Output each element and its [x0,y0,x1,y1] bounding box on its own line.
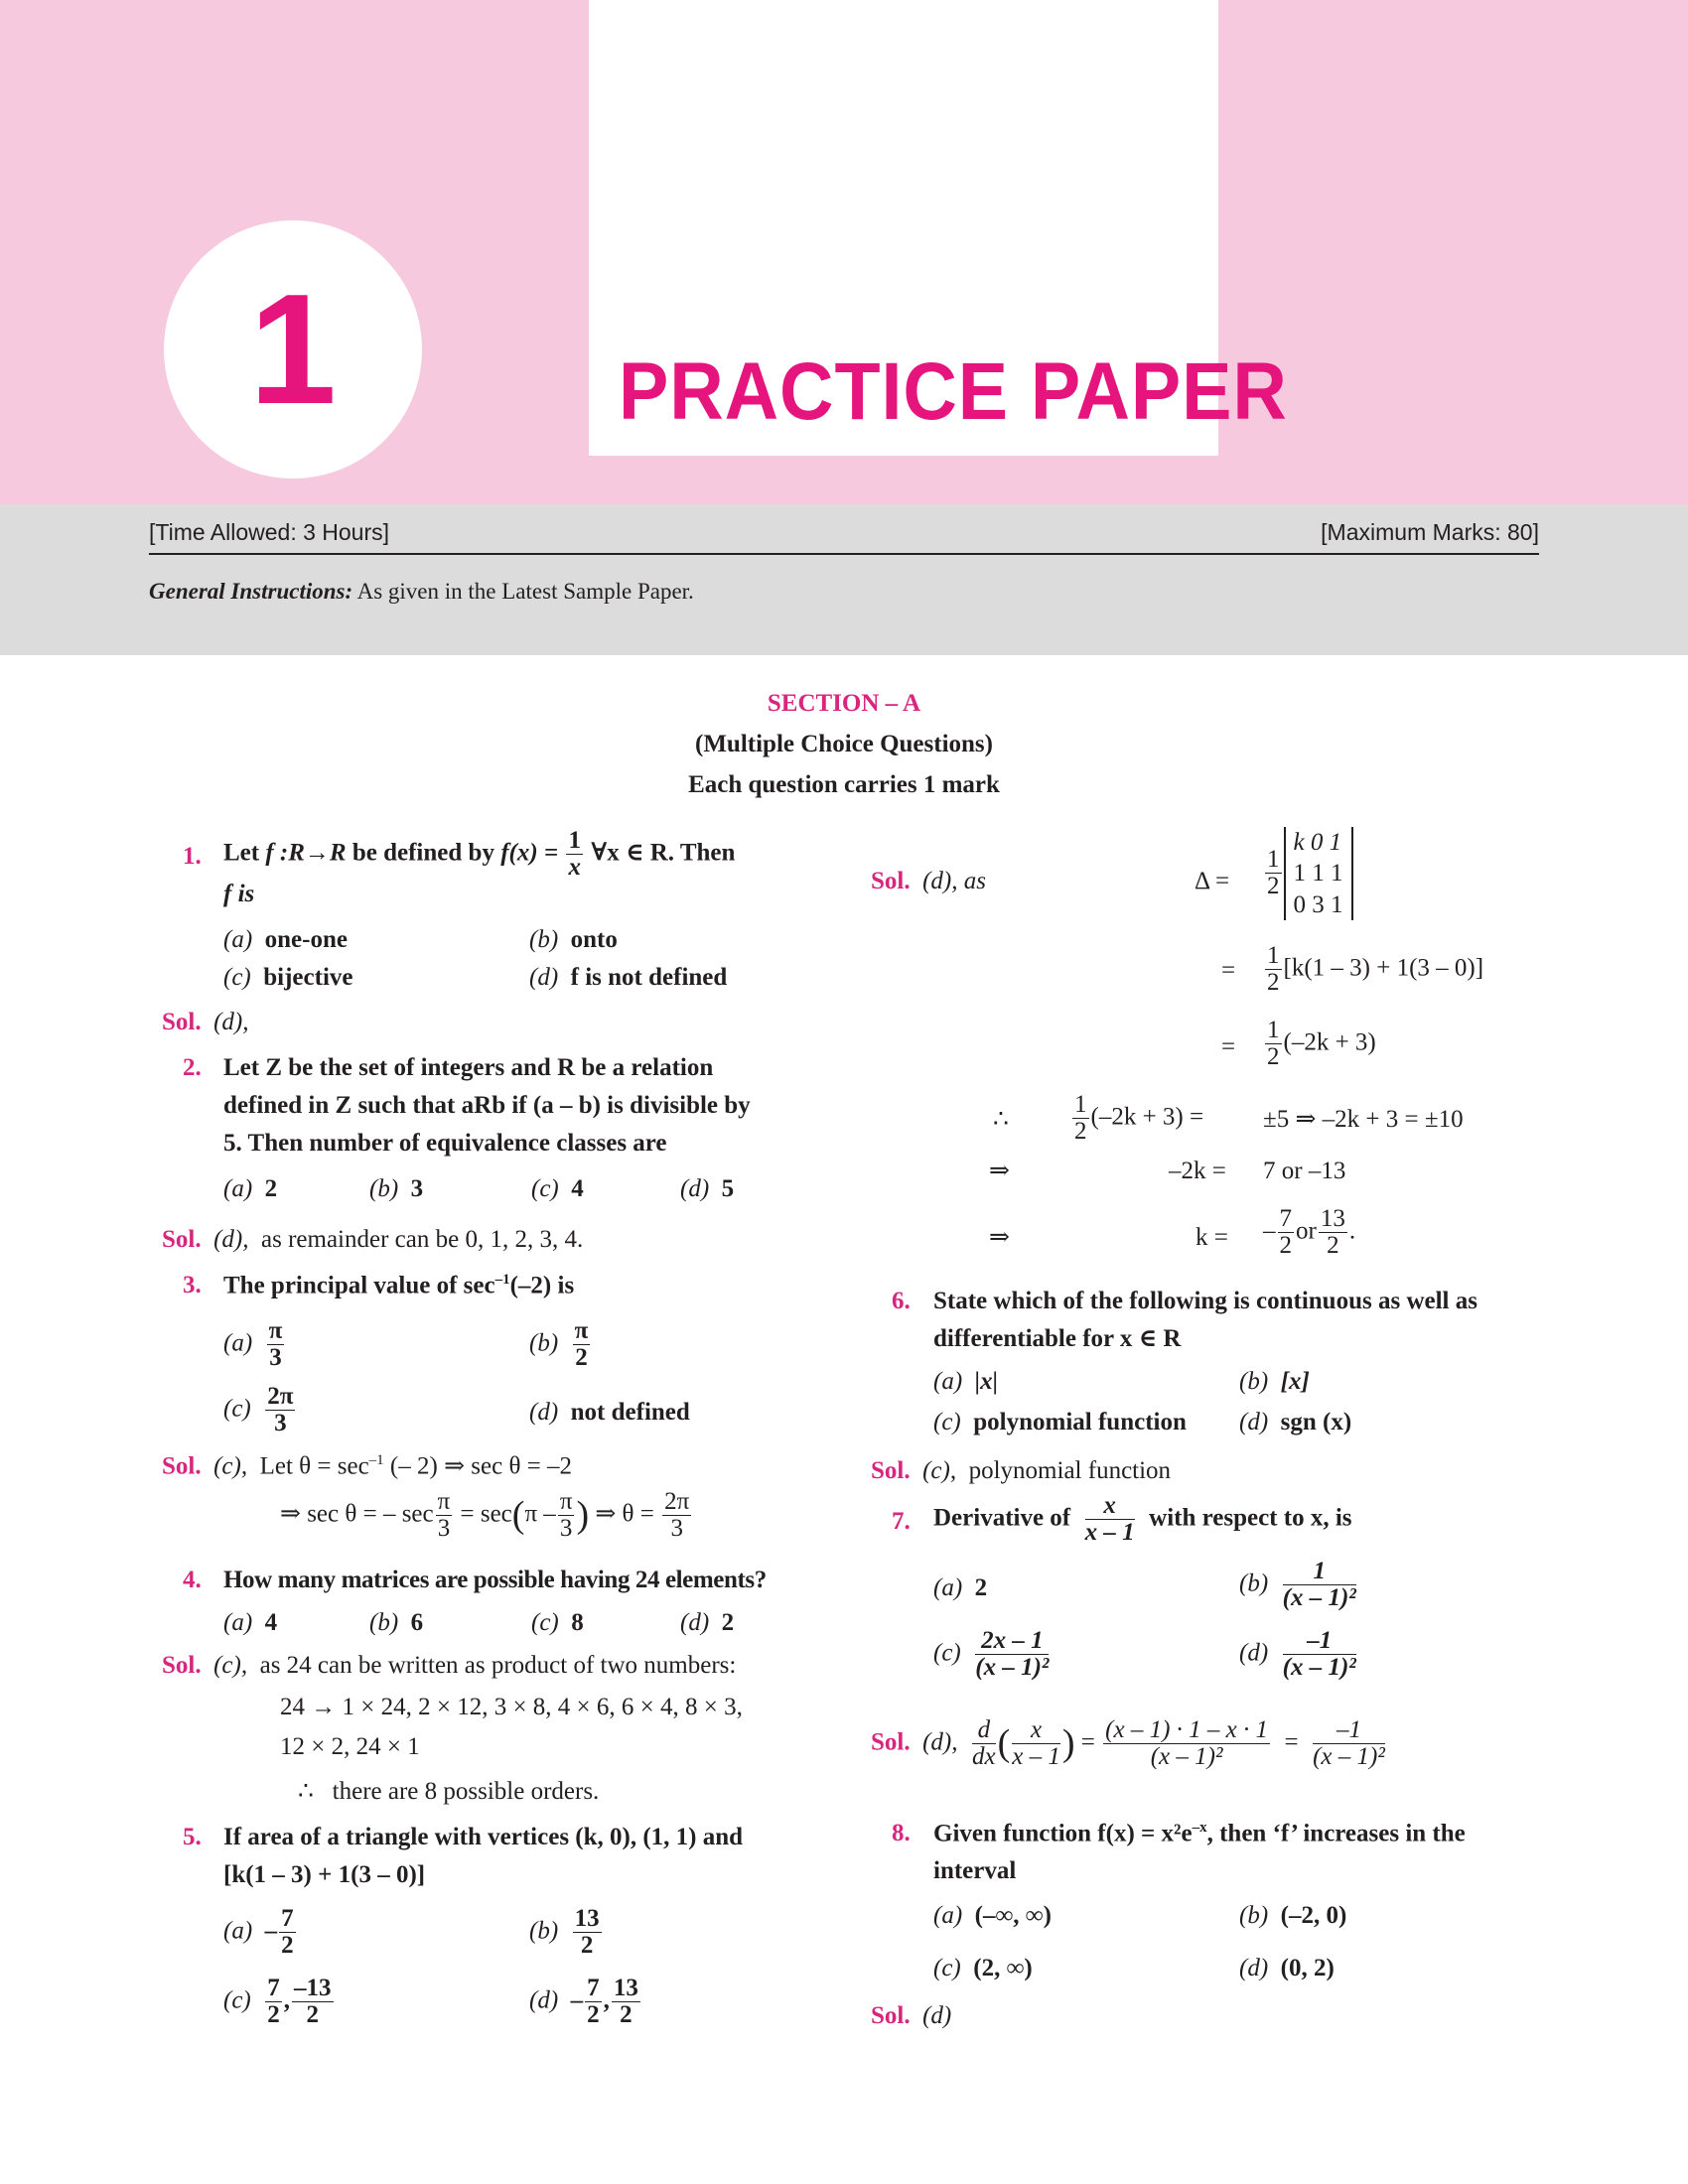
time-allowed: [Time Allowed: 3 Hours] [149,519,390,545]
q2-text-line2: defined in Z such that aRb if (a – b) is divisible by [223,1092,751,1119]
q7-number: 7. [892,1508,911,1535]
q8-option-a: (a) (–∞, ∞) [933,1902,1052,1929]
q8-number: 8. [892,1820,911,1846]
q4-solution: Sol. (c), as 24 can be written as product of two numbers: [162,1652,737,1679]
q5-sol-line6a: k = [1196,1224,1228,1251]
q4-option-c: (c) 8 [531,1609,584,1636]
q5-delta-label: Δ = [1195,868,1230,894]
q8-option-d: (d) (0, 2) [1239,1955,1335,1981]
q5-number: 5. [183,1824,202,1850]
q1-solution: Sol. (d), [162,1009,249,1035]
q5-option-d: (d) – $\frac{7}{2}$ , $\frac{13}{2}$ [529,1975,638,2029]
q2-option-c: (c) 4 [531,1175,584,1202]
q5-sol-line4b: ±5 ⇒ –2k + 3 = ±10 [1263,1106,1464,1133]
q6-option-c: (c) polynomial function [933,1409,1187,1435]
q6-solution: Sol. (c), polynomial function [871,1457,1172,1484]
q4-option-d: (d) 2 [680,1609,735,1636]
q3-number: 3. [183,1272,202,1298]
q6-option-d: (d) sgn (x) [1239,1409,1352,1435]
q4-number: 4. [183,1567,202,1593]
q2-number: 2. [183,1054,202,1081]
q4-solution-line2: 24 → 1 × 24, 2 × 12, 3 × 8, 4 × 6, 6 × 4, 8 × 3, [280,1694,743,1720]
q4-solution-line3: 12 × 2, 24 × 1 [280,1733,420,1760]
chapter-number-badge: 1 [164,220,422,478]
q5-sol-line6b: – $\frac{7}{2}$ or $\frac{13}{2}$ . [1263,1205,1356,1260]
q8-solution: Sol. (d) [871,2002,952,2029]
q7-solution: Sol. (d), $\frac{d}{dx}$ ( $\frac{x}{x - 1}$ ) = $\frac{(x - 1) \cdot 1 - x \cdot 1}{\text{(x – 1)²}}$ = $\frac{-1}{\text{(x – 1)²}}$ [871,1716,1385,1771]
q1-text-line2: f is [223,881,255,907]
q1-option-d: (d) f is not defined [529,964,728,991]
q7-option-a: (a) 2 [933,1574,988,1601]
q6-text-line2: differentiable for x ∈ R [933,1325,1182,1352]
q2-text-line1: Let Z be the set of integers and R be a relation [223,1054,714,1081]
q5-determinant: $\frac{1}{2}$ k 0 1 1 1 1 0 3 1 [1263,827,1353,920]
q5-sol-line5a: –2k = [1169,1158,1226,1184]
q5-solution: Sol. (d), as [871,868,986,894]
q5-text-line1: If area of a triangle with vertices (k, 0), (1, 1) and [223,1824,744,1850]
general-instructions: General Instructions: As given in the Latest Sample Paper. [149,579,694,604]
q2-solution: Sol. (d), as remainder can be 0, 1, 2, 3, 4. [162,1226,584,1253]
q7-option-b: (b) $\frac{1}{\text{(x – 1)²}}$ [1239,1558,1356,1612]
section-subtitle: (Multiple Choice Questions) [695,731,993,757]
q1-option-a: (a) one-one [223,926,348,953]
q3-option-d: (d) not defined [529,1399,690,1426]
q7-text: Derivative of $\frac{x}{x - 1}$ with respect to x, is [933,1492,1352,1547]
q5-sol-eq2: = [1221,1033,1236,1060]
q5-sol-implies2: ⇒ [989,1224,1010,1251]
q5-sol-eq1: = [1221,957,1236,984]
q2-text-line3: 5. Then number of equivalence classes are [223,1130,667,1157]
q5-sol-implies1: ⇒ [989,1158,1010,1184]
q2-option-b: (b) 3 [369,1175,424,1202]
q2-option-d: (d) 5 [680,1175,735,1202]
q5-sol-line5b: 7 or –13 [1263,1158,1346,1184]
section-title: SECTION – A [767,690,921,717]
q8-text-line2: interval [933,1857,1017,1884]
q5-sol-line2: $\frac{1}{2}$ [k(1 – 3) + 1(3 – 0)] [1267,942,1484,997]
q3-text: The principal value of $\sec^{-1}(-2)$ is [223,1272,575,1299]
q1-text: Let f :R→R be defined by f(x) = $\frac{1}{x}$ ∀x ∈ R. Then [223,827,736,882]
q1-option-c: (c) bijective [223,964,353,991]
q6-number: 6. [892,1288,911,1314]
q3-option-c: (c) $\frac{2\pi}{3}$ [223,1383,294,1437]
q6-option-b: (b) [x] [1239,1368,1310,1395]
q1-option-b: (b) onto [529,926,618,953]
q5-sol-therefore: ∴ [993,1106,1009,1133]
q4-option-a: (a) 4 [223,1609,278,1636]
section-marks: Each question carries 1 mark [688,771,1000,798]
q7-option-d: (d) $\frac{-1}{\text{(x – 1)²}}$ [1239,1627,1356,1682]
q5-option-b: (b) $\frac{13}{2}$ [529,1905,600,1960]
q7-option-c: (c) $\frac{2x - 1}{\text{(x – 1)²}}$ [933,1627,1050,1682]
q4-text: How many matrices are possible having 24 elements? [223,1567,767,1593]
q6-text-line1: State which of the following is continuous as well as [933,1288,1477,1314]
q5-option-a: (a) – $\frac{7}{2}$ [223,1905,294,1960]
q5-option-c: (c) $\frac{7}{2}$ , $\frac{-13}{2}$ [223,1975,332,2029]
q5-sol-line4a: $\frac{1}{2}$ (–2k + 3) = [1074,1091,1204,1146]
q8-text-line1: Given function $f(x) = x^2e^{-x}$, then ‘f’ increases in the [933,1820,1466,1847]
q4-solution-line4: ∴ there are 8 possible orders. [298,1778,600,1805]
q1-number: 1. [183,843,202,870]
q2-option-a: (a) 2 [223,1175,278,1202]
q3-option-b: (b) $\frac{\pi}{2}$ [529,1317,589,1372]
q5-sol-line3: $\frac{1}{2}$ (–2k + 3) [1267,1017,1376,1071]
max-marks: [Maximum Marks: 80] [1321,519,1539,545]
divider [149,553,1539,555]
q8-option-b: (b) (–2, 0) [1239,1902,1347,1929]
q6-option-a: (a) |x| [933,1368,999,1395]
q4-option-b: (b) 6 [369,1609,424,1636]
q3-option-a: (a) $\frac{\pi}{3}$ [223,1317,283,1372]
q3-solution-line2: ⇒ sec θ = – sec $\frac{\pi}{3}$ = sec(π – $\frac{\pi}{3}$ ) ⇒ θ = $\frac{2\pi}{3}$ [280,1488,690,1543]
q3-solution: Sol. (c), Let $\theta = \sec^{-1}$ (– 2) ⇒ sec θ = –2 [162,1452,573,1480]
q5-text-line2: [k(1 – 3) + 1(3 – 0)] [223,1861,426,1888]
q8-option-c: (c) (2, ∞) [933,1955,1033,1981]
page-title: PRACTICE PAPER [619,346,1288,437]
